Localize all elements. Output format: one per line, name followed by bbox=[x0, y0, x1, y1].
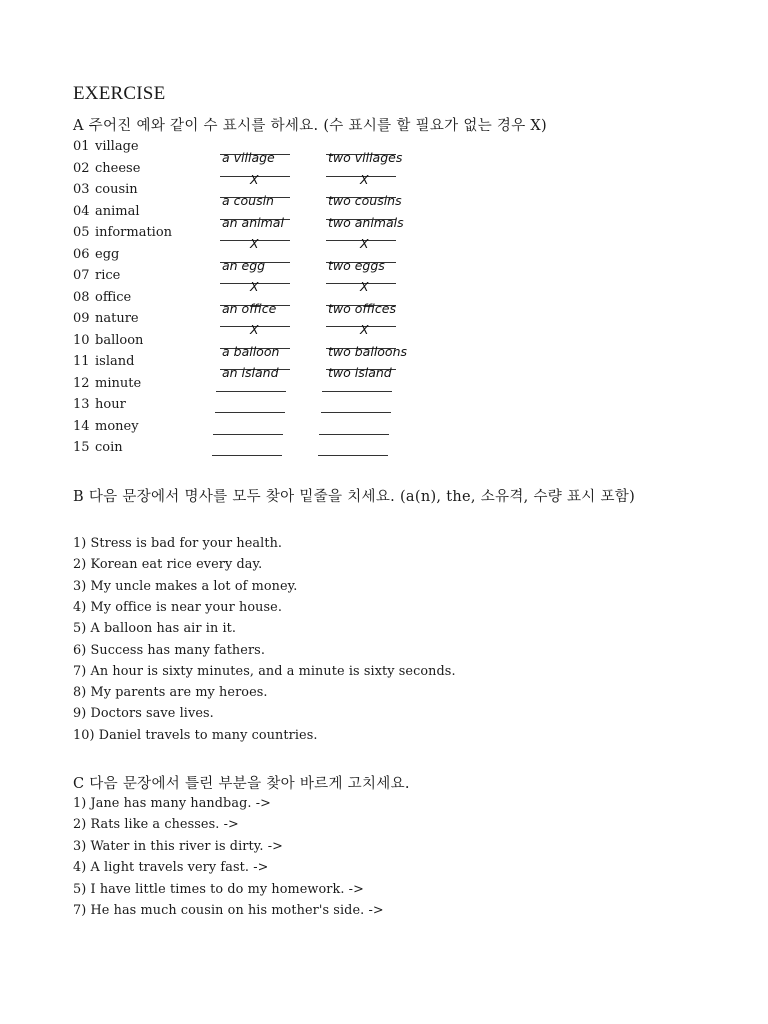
singular-answer: an animal bbox=[222, 214, 284, 230]
singular-answer: an egg bbox=[222, 257, 266, 273]
plural-answer: two offices bbox=[328, 300, 396, 316]
sentence-b: 2) Korean eat rice every day. bbox=[73, 557, 263, 573]
item-number: 14 bbox=[73, 418, 90, 434]
item-number: 03 bbox=[73, 182, 90, 197]
plural-blank[interactable] bbox=[321, 412, 391, 413]
sentence-c: 4) A light travels very fast. -> bbox=[73, 860, 269, 876]
item-word: nature bbox=[95, 311, 139, 326]
plural-blank[interactable] bbox=[319, 434, 389, 435]
plural-answer: two animals bbox=[328, 214, 404, 230]
vocab-row bbox=[73, 139, 693, 165]
plural-answer: X bbox=[360, 322, 369, 337]
plural-blank[interactable] bbox=[326, 279, 396, 294]
item-word: cousin bbox=[95, 182, 138, 197]
vocab-row bbox=[73, 419, 693, 439]
singular-blank[interactable] bbox=[220, 214, 290, 230]
item-word: information bbox=[95, 225, 173, 240]
item-word: cheese bbox=[95, 160, 141, 176]
singular-blank[interactable] bbox=[220, 322, 290, 337]
sentence-c: 1) Jane has many handbag. -> bbox=[73, 796, 271, 811]
vocab-row bbox=[73, 246, 693, 273]
section-c-heading: C 다음 문장에서 틀린 부분을 찾아 바르게 고치세요. bbox=[73, 776, 410, 792]
singular-blank[interactable] bbox=[220, 365, 290, 380]
plural-blank[interactable] bbox=[326, 150, 403, 165]
vocab-row bbox=[73, 203, 693, 230]
sentence-b: 1) Stress is bad for your health. bbox=[73, 536, 283, 551]
plural-answer: two island bbox=[328, 365, 392, 380]
vocab-row bbox=[73, 397, 693, 417]
section-b-heading: B 다음 문장에서 명사를 모두 찾아 밑줄을 치세요. (a(n), the, 소유격, 수량 표시 포함) bbox=[73, 489, 636, 505]
item-word: balloon bbox=[95, 332, 144, 348]
plural-answer: X bbox=[360, 236, 369, 251]
sentence-b: 6) Success has many fathers. bbox=[73, 642, 266, 658]
singular-blank[interactable] bbox=[220, 257, 290, 273]
item-word: coin bbox=[95, 440, 123, 455]
item-word: hour bbox=[95, 397, 126, 412]
sentence-b: 8) My parents are my heroes. bbox=[73, 685, 268, 701]
plural-blank[interactable] bbox=[326, 214, 404, 230]
vocab-row bbox=[73, 160, 693, 187]
sentence-b: 4) My office is near your house. bbox=[73, 599, 282, 615]
sentence-c: 5) I have little times to do my homework. -> bbox=[73, 881, 364, 897]
singular-answer: X bbox=[250, 279, 259, 294]
item-word: rice bbox=[95, 268, 121, 283]
plural-blank[interactable] bbox=[326, 343, 408, 359]
plural-blank[interactable] bbox=[318, 455, 388, 456]
item-word: egg bbox=[95, 246, 120, 262]
sentence-c: 2) Rats like a chesses. -> bbox=[73, 817, 239, 833]
plural-answer: two villages bbox=[328, 150, 403, 165]
item-word: village bbox=[95, 139, 139, 154]
item-word: animal bbox=[95, 203, 140, 219]
singular-blank[interactable] bbox=[213, 434, 283, 435]
item-number: 02 bbox=[73, 160, 90, 176]
item-word: minute bbox=[95, 375, 142, 391]
item-number: 07 bbox=[73, 268, 90, 283]
item-number: 05 bbox=[73, 225, 90, 240]
item-word: money bbox=[95, 418, 139, 434]
sentence-b: 5) A balloon has air in it. bbox=[73, 621, 237, 637]
vocab-row bbox=[73, 440, 693, 460]
singular-answer: X bbox=[250, 171, 259, 187]
item-number: 15 bbox=[73, 440, 90, 455]
item-number: 04 bbox=[73, 203, 90, 219]
plural-blank[interactable] bbox=[326, 365, 396, 380]
item-number: 10 bbox=[73, 332, 90, 348]
singular-blank[interactable] bbox=[212, 455, 282, 456]
item-number: 08 bbox=[73, 289, 90, 305]
sentence-b: 9) Doctors save lives. bbox=[73, 706, 214, 722]
singular-blank[interactable] bbox=[216, 391, 286, 392]
item-number: 01 bbox=[73, 139, 90, 154]
plural-blank[interactable] bbox=[322, 391, 392, 392]
vocab-row bbox=[73, 354, 693, 380]
singular-blank[interactable] bbox=[220, 193, 290, 208]
item-number: 12 bbox=[73, 375, 90, 391]
item-word: island bbox=[95, 354, 135, 369]
singular-answer: an office bbox=[222, 300, 277, 316]
vocab-row bbox=[73, 376, 693, 396]
singular-answer: a cousin bbox=[222, 193, 274, 208]
vocab-row bbox=[73, 268, 693, 294]
page-title: EXERCISE bbox=[73, 83, 166, 104]
singular-answer: X bbox=[250, 322, 259, 337]
sentence-b: 7) An hour is sixty minutes, and a minute is sixty seconds. bbox=[73, 663, 456, 679]
vocab-row bbox=[73, 182, 693, 208]
sentence-b: 10) Daniel travels to many countries. bbox=[73, 727, 318, 743]
vocab-row bbox=[73, 225, 693, 251]
singular-blank[interactable] bbox=[220, 150, 290, 165]
singular-blank[interactable] bbox=[220, 279, 290, 294]
plural-blank[interactable] bbox=[326, 322, 396, 337]
singular-blank[interactable] bbox=[220, 300, 290, 316]
item-number: 11 bbox=[73, 354, 90, 369]
sentence-b: 3) My uncle makes a lot of money. bbox=[73, 578, 298, 594]
singular-answer: a balloon bbox=[222, 343, 280, 359]
singular-blank[interactable] bbox=[220, 236, 290, 251]
singular-answer: an island bbox=[222, 365, 279, 380]
vocab-row bbox=[73, 311, 693, 337]
vocab-row bbox=[73, 289, 693, 316]
singular-answer: X bbox=[250, 236, 259, 251]
plural-blank[interactable] bbox=[326, 236, 396, 251]
plural-answer: two eggs bbox=[328, 257, 385, 273]
vocab-row bbox=[73, 332, 693, 359]
sentence-c: 3) Water in this river is dirty. -> bbox=[73, 838, 283, 854]
plural-blank[interactable] bbox=[326, 171, 396, 187]
singular-blank[interactable] bbox=[215, 412, 285, 413]
singular-answer: a village bbox=[222, 150, 275, 165]
singular-blank[interactable] bbox=[220, 171, 290, 187]
plural-answer: two balloons bbox=[328, 343, 408, 359]
sentence-c: 7) He has much cousin on his mother's side. -> bbox=[73, 903, 384, 918]
plural-blank[interactable] bbox=[326, 193, 402, 208]
plural-blank[interactable] bbox=[326, 257, 396, 273]
plural-answer: X bbox=[360, 171, 369, 187]
item-number: 13 bbox=[73, 397, 90, 412]
item-number: 06 bbox=[73, 246, 90, 262]
item-number: 09 bbox=[73, 311, 90, 326]
plural-blank[interactable] bbox=[326, 300, 396, 316]
plural-answer: two cousins bbox=[328, 193, 402, 208]
plural-answer: X bbox=[360, 279, 369, 294]
singular-blank[interactable] bbox=[220, 343, 290, 359]
section-a-heading: A 주어진 예와 같이 수 표시를 하세요. (수 표시를 할 필요가 없는 경우 X) bbox=[73, 118, 548, 134]
item-word: office bbox=[95, 289, 132, 305]
